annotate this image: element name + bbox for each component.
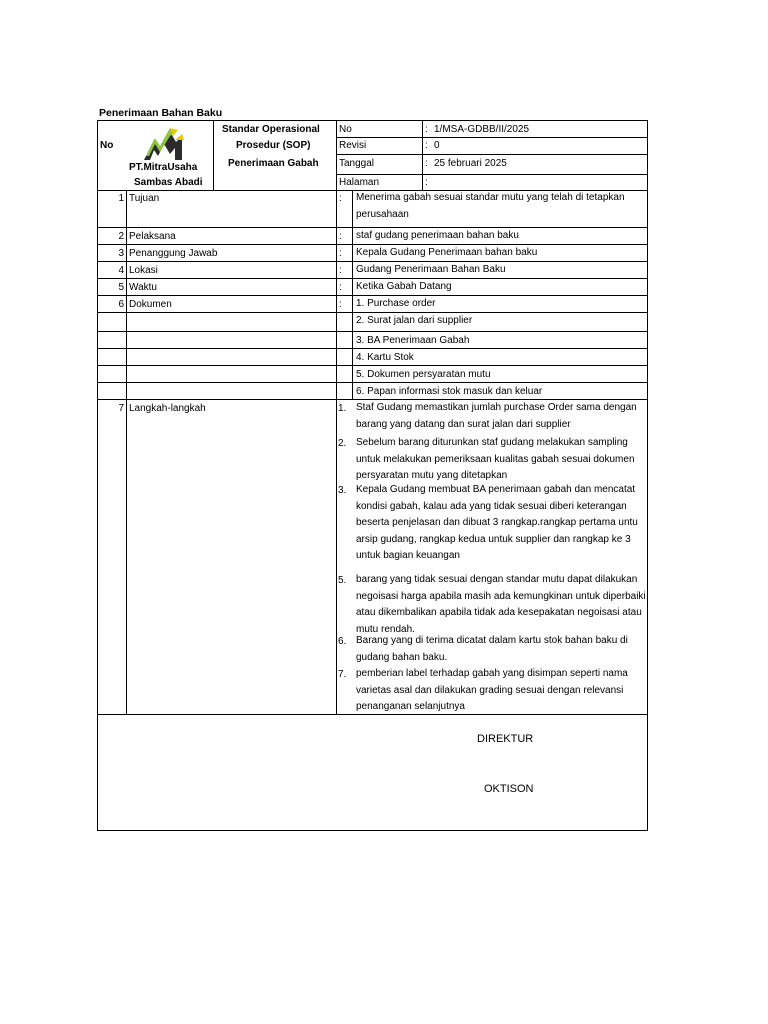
- section-colon: :: [339, 282, 342, 293]
- sop-name: Penerimaan Gabah: [228, 158, 319, 169]
- section-number: 7: [118, 403, 124, 414]
- section-value-penanggung-jawab: Kepala Gudang Penerimaan bahan baku: [356, 247, 538, 258]
- document-item: 4. Kartu Stok: [356, 352, 414, 363]
- section-value-lokasi: Gudang Penerimaan Bahan Baku: [356, 264, 506, 275]
- step-number: 5.: [338, 575, 347, 586]
- section-number: 6: [118, 299, 124, 310]
- section-colon: :: [339, 248, 342, 259]
- document-item: 5. Dokumen persyaratan mutu: [356, 369, 491, 380]
- section-label-langkah: Langkah-langkah: [129, 403, 206, 414]
- meta-colon-no: :: [425, 124, 428, 135]
- document-item: 3. BA Penerimaan Gabah: [356, 335, 470, 346]
- col-rule-value: [352, 190, 353, 399]
- meta-value-revisi: 0: [434, 140, 440, 151]
- section-number: 1: [118, 193, 124, 204]
- section-label-pelaksana: Pelaksana: [129, 231, 176, 242]
- sop-title-line2: Prosedur (SOP): [236, 140, 311, 151]
- rule-meta-3: [336, 174, 648, 175]
- step-text: Kepala Gudang membuat BA penerimaan gabah dan mencatat kondisi gabah, kalau ada yang tidak sesuai diberi keterangan beserta penjelasan dan dibuat 3 rangkap.rangkap pertama untu arsip gudang, rangkap kedua untuk supplier dan rangkap ke 3 untuk bagian keuangan: [356, 484, 638, 561]
- company-name-line1: PT.MitraUsaha: [129, 162, 198, 173]
- section-label-waktu: Waktu: [129, 282, 157, 293]
- section-label-lokasi: Lokasi: [129, 265, 158, 276]
- step-number: 7.: [338, 669, 347, 680]
- document-item: 2. Surat jalan dari supplier: [356, 315, 473, 326]
- document-item: 1. Purchase order: [356, 298, 436, 309]
- step-number: 6.: [338, 636, 347, 647]
- sop-title-line1: Standar Operasional: [222, 124, 320, 135]
- section-number: 2: [118, 231, 124, 242]
- meta-colon-tanggal: :: [425, 158, 428, 169]
- col-rule-colon: [336, 120, 337, 714]
- meta-label-no: No: [339, 124, 352, 135]
- section-number: 3: [118, 248, 124, 259]
- col-rule-sop: [213, 120, 214, 190]
- step-text: Sebelum barang diturunkan staf gudang melakukan sampling untuk melakukan pemeriksaan kualitas gabah sesuai dokumen persyaratan mutu yang ditetapkan: [356, 437, 635, 481]
- document-item: 6. Papan informasi stok masuk dan keluar: [356, 386, 543, 397]
- section-colon: :: [339, 231, 342, 242]
- step-number: 1.: [338, 403, 347, 414]
- company-logo-icon: [142, 126, 186, 162]
- col-rule-meta: [422, 120, 423, 190]
- meta-colon-halaman: :: [425, 177, 428, 188]
- meta-label-halaman: Halaman: [339, 177, 380, 188]
- meta-value-no: 1/MSA-GDBB/II/2025: [434, 124, 530, 135]
- section-colon: :: [339, 265, 342, 276]
- header-no-label: No: [100, 140, 114, 151]
- section-number: 4: [118, 265, 124, 276]
- meta-label-tanggal: Tanggal: [339, 158, 375, 169]
- section-number: 5: [118, 282, 124, 293]
- col-rule-number: [126, 190, 127, 714]
- step-number: 2.: [338, 438, 347, 449]
- section-value-pelaksana: staf gudang penerimaan bahan baku: [356, 230, 519, 241]
- section-value-tujuan: Menerima gabah sesuai standar mutu yang telah di tetapkan perusahaan: [356, 192, 625, 220]
- signature-title: DIREKTUR: [477, 733, 534, 745]
- step-text: pemberian label terhadap gabah yang disimpan seperti nama varietas asal dan dilakukan grading sesuai dengan relevansi penanganan selanjutnya: [356, 668, 628, 712]
- section-label-penanggung-jawab: Penanggung Jawab: [129, 248, 218, 259]
- step-text: barang yang tidak sesuai dengan standar mutu dapat dilakukan negoisasi harga apabila masih ada kemungkinan untuk diperbaiki atau dikembalikan apabila tidak ada kesepakatan negoisasi atau mutu rendah.: [356, 574, 646, 635]
- section-label-tujuan: Tujuan: [129, 193, 160, 204]
- section-colon: :: [339, 299, 342, 310]
- meta-label-revisi: Revisi: [339, 140, 367, 151]
- section-label-dokumen: Dokumen: [129, 299, 172, 310]
- signature-name: OKTISON: [484, 783, 534, 795]
- meta-colon-revisi: :: [425, 140, 428, 151]
- step-number: 3.: [338, 485, 347, 496]
- section-colon: :: [339, 193, 342, 204]
- meta-value-tanggal: 25 februari 2025: [434, 158, 507, 169]
- step-text: Barang yang di terima dicatat dalam kartu stok bahan baku di gudang bahan baku.: [356, 635, 628, 663]
- company-name-line2: Sambas Abadi: [134, 177, 203, 188]
- step-text: Staf Gudang memastikan jumlah purchase Order sama dengan barang yang datang dan surat jalan dari supplier: [356, 402, 637, 430]
- section-value-waktu: Ketika Gabah Datang: [356, 281, 452, 292]
- document-title: Penerimaan Bahan Baku: [99, 107, 223, 119]
